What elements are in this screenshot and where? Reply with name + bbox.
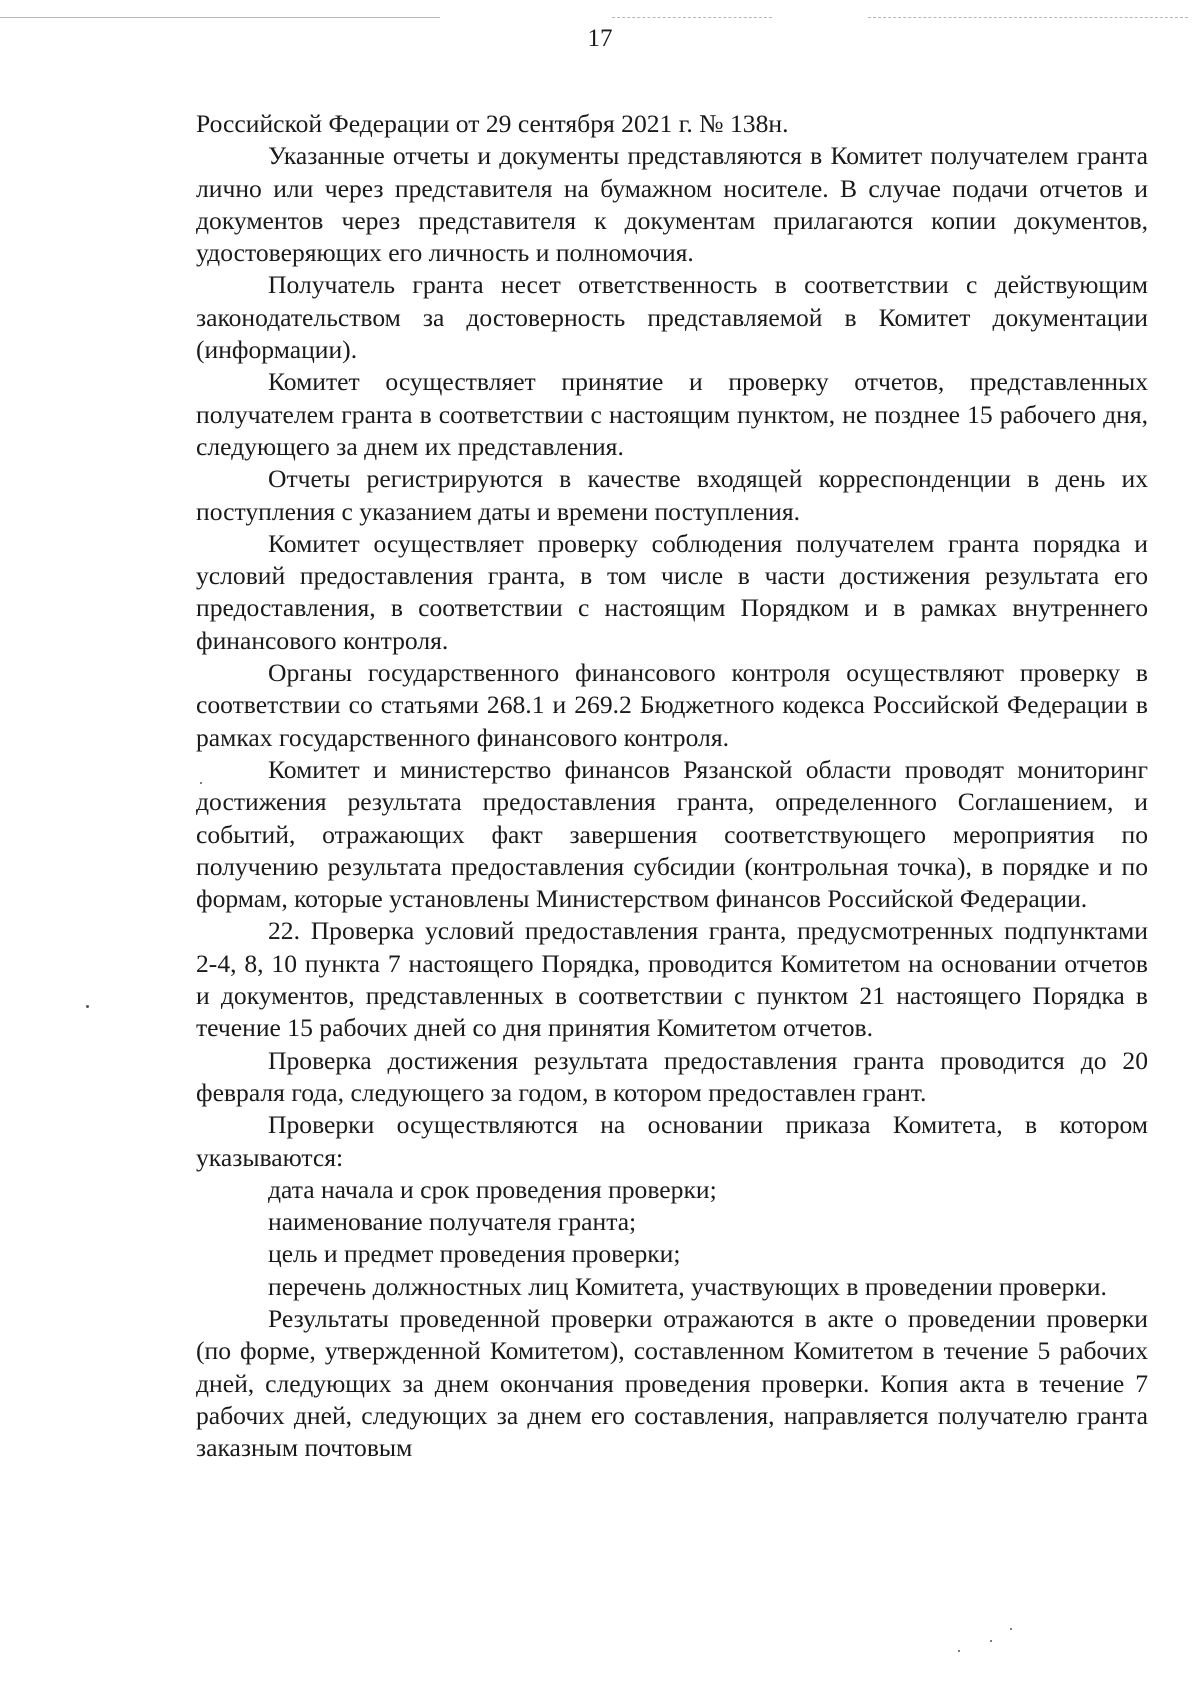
list-item: перечень должностных лиц Комитета, участвующих в проведении проверки. — [268, 1271, 1107, 1301]
paragraph: Комитет и министерство финансов Рязанской области проводят мониторинг достижения результата предоставления гранта, определенного Соглашением, и событий, отражающих факт завершения соответствующего мероприятия по получению результата предоставления субсидии (контрольная точка), в порядке и по формам, которые установлены Министерством финансов Российской Федерации. — [196, 754, 1148, 914]
scan-speck — [200, 782, 202, 784]
scan-artifact-line — [612, 17, 772, 18]
scan-artifact-line — [868, 17, 1188, 18]
paragraph: Комитет осуществляет принятие и проверку отчетов, представленных получателем гранта в соответствии с настоящим пунктом, не позднее 15 рабочего дня, следующего за днем их представления. — [196, 367, 1148, 461]
document-body — [196, 108, 1148, 1464]
list-item: наименование получателя гранта; — [268, 1207, 637, 1237]
paragraph: Результаты проведенной проверки отражаются в акте о проведении проверки (по форме, утвержденной Комитетом), составленном Комитетом в течение 5 рабочих дней, следующих за днем окончания проведения проверки. Копия акта в течение 7 рабочих дней, следующих за днем его составления, направляется получателю гранта заказным почтовым — [196, 1303, 1148, 1463]
scan-artifact-line — [0, 17, 440, 18]
scan-speck — [990, 1640, 992, 1642]
paragraph: Отчеты регистрируются в качестве входящей корреспонденции в день их поступления с указанием даты и времени поступления. — [196, 464, 1148, 526]
paragraph: Российской Федерации от 29 сентября 2021 г. № 138н. — [196, 109, 789, 138]
paragraph: Проверки осуществляются на основании приказа Комитета, в котором указываются: — [196, 1110, 1148, 1172]
paragraph: 22. Проверка условий предоставления гранта, предусмотренных подпунктами 2-4, 8, 10 пункта 7 настоящего Порядка, проводится Комитетом на основании отчетов и документов, представленных в соответствии с пунктом 21 настоящего Порядка в течение 15 рабочих дней со дня принятия Комитетом отчетов. — [196, 916, 1148, 1043]
list-item: цель и предмет проведения проверки; — [268, 1239, 681, 1269]
page-number: 17 — [587, 25, 613, 52]
paragraph: Получатель гранта несет ответственность в соответствии с действующим законодательством за достоверность представляемой в Комитет документации (информации). — [196, 270, 1148, 365]
scan-speck — [1010, 1628, 1012, 1630]
scan-speck — [86, 1005, 89, 1008]
list-item: дата начала и срок проведения проверки; — [268, 1174, 717, 1204]
paragraph: Органы государственного финансового контроля осуществляют проверку в соответствии со статьями 268.1 и 269.2 Бюджетного кодекса Российской Федерации в рамках государственного финансового контроля. — [196, 658, 1148, 752]
paragraph: Проверка достижения результата предоставления гранта проводится до 20 февраля года, следующего за годом, в котором предоставлен грант. — [196, 1045, 1148, 1107]
scan-speck — [958, 1650, 960, 1652]
paragraph: Указанные отчеты и документы представляются в Комитет получателем гранта лично или через представителя на бумажном носителе. В случае подачи отчетов и документов через представителя к документам прилагаются копии документов, удостоверяющих его личность и полномочия. — [196, 141, 1148, 268]
paragraph: Комитет осуществляет проверку соблюдения получателем гранта порядка и условий предоставления гранта, в том числе в части достижения результата его предоставления, в соответствии с настоящим Порядком и в рамках внутреннего финансового контроля. — [196, 528, 1148, 655]
